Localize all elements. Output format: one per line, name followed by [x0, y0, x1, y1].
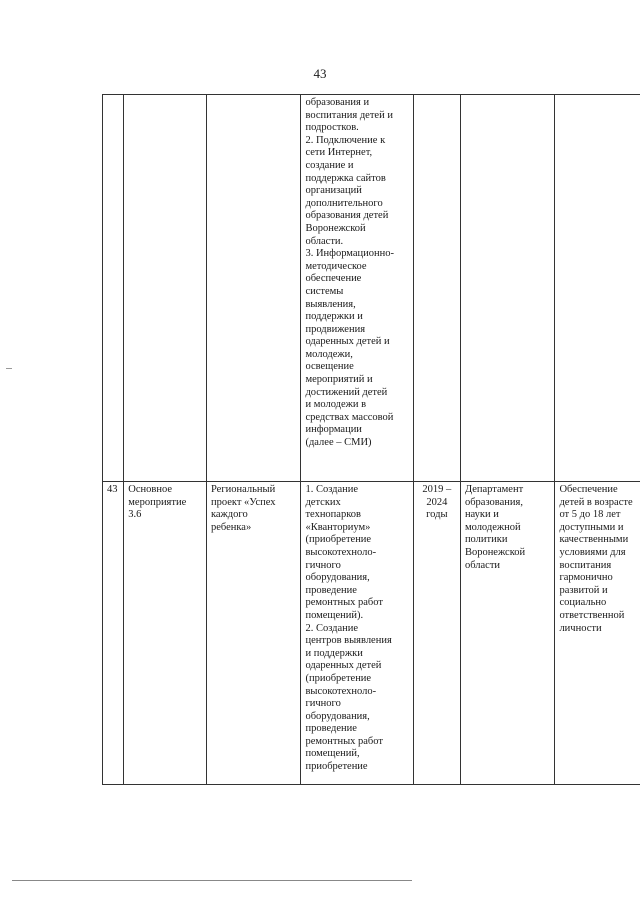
description-line: гичного [305, 698, 341, 710]
description-line: высокотехноло- [305, 546, 377, 558]
description-line: воспитания детей и [305, 109, 393, 121]
description-line: проведение [305, 723, 357, 735]
executor-line: политики [464, 534, 508, 546]
result-line: социально [559, 597, 607, 609]
period-line: годы [426, 509, 448, 521]
description-line: поддержки и [305, 311, 363, 323]
description-line: выявления, [305, 298, 356, 310]
executor-line: области [464, 559, 501, 571]
executor-line: образования, [464, 496, 523, 508]
description-line: оборудования, [305, 572, 370, 584]
cell-project [206, 482, 301, 785]
description-line: обеспечение [305, 273, 362, 285]
description-line: (приобретение [305, 534, 372, 546]
result-line: Обеспечение [559, 484, 618, 495]
description-line: и поддержки [305, 647, 363, 659]
result-line: гармонично [559, 572, 613, 584]
cell-number: 43 [103, 482, 124, 785]
description-line: 2. Создание [305, 622, 359, 634]
description-line: дополнительного [305, 197, 383, 209]
description-line: образования детей [305, 210, 389, 222]
table-row [103, 95, 640, 482]
cell-executor [460, 95, 555, 482]
description-line: системы [305, 285, 344, 297]
cell-executor [460, 482, 555, 785]
result-line: условиями для [559, 546, 626, 558]
description-line: приобретение [305, 761, 368, 773]
cell-period [413, 482, 460, 785]
cell-number [103, 95, 124, 482]
description-line: (приобретение [305, 672, 372, 684]
description-line: 1. Создание [305, 484, 359, 495]
footer-rule [12, 880, 412, 881]
description-line: подростков. [305, 122, 359, 134]
description-line: молодежи, [305, 348, 353, 360]
result-line: от 5 до 18 лет [559, 509, 621, 521]
executor-line: Воронежской [464, 546, 526, 558]
cell-description [301, 95, 413, 482]
period-line: 2019 – [422, 484, 452, 495]
description-line: 3. Информационно- [305, 248, 395, 260]
result-line: детей в возрасте [559, 496, 633, 508]
description-line: «Кванториум» [305, 521, 371, 533]
result-line: доступными и [559, 521, 624, 533]
description-line: детских [305, 496, 341, 508]
page-number: 43 [313, 66, 327, 81]
table-row [103, 482, 640, 785]
description-line: одаренных детей и [305, 336, 390, 348]
description-line: ремонтных работ [305, 735, 383, 747]
description-line: сети Интернет, [305, 147, 373, 159]
result-line: личности [559, 622, 602, 634]
project-line: ребенка» [210, 521, 252, 533]
project-line: Региональный [210, 484, 276, 495]
description-line: ремонтных работ [305, 597, 383, 609]
description-line: достижений детей [305, 386, 388, 398]
description-line: проведение [305, 584, 357, 596]
description-line: и молодежи в [305, 399, 367, 411]
cell-event [124, 482, 207, 785]
event-line: 3.6 [128, 509, 142, 521]
description-line: гичного [305, 559, 341, 571]
cell-result [555, 482, 640, 785]
result-line: качественными [559, 534, 629, 546]
description-line: области. [305, 235, 344, 247]
description-line: организаций [305, 185, 362, 197]
description-line: одаренных детей [305, 660, 382, 672]
margin-mark [6, 368, 12, 369]
project-line: проект «Успех [210, 496, 276, 508]
description-line: центров выявления [305, 635, 392, 647]
event-line: Основное [128, 484, 172, 495]
cell-project [206, 95, 301, 482]
measures-table [102, 94, 640, 785]
description-line: высокотехноло- [305, 685, 377, 697]
description-line: (далее – СМИ) [305, 437, 372, 449]
cell-event [124, 95, 207, 482]
description-line: 2. Подключение к [305, 134, 386, 146]
description-line: помещений, [305, 748, 360, 760]
description-line: продвижения [305, 323, 366, 335]
event-line: мероприятие [128, 496, 187, 508]
description-line: мероприятий и [305, 374, 373, 386]
description-line: информации [305, 424, 362, 436]
result-line: ответственной [559, 609, 625, 621]
executor-line: Департамент [464, 484, 524, 495]
cell-description [301, 482, 413, 785]
executor-line: молодежной [464, 521, 521, 533]
description-line: освещение [305, 361, 354, 373]
cell-period [413, 95, 460, 482]
description-line: создание и [305, 159, 354, 171]
description-line: образования и [305, 97, 370, 108]
executor-line: науки и [464, 509, 499, 521]
period-line: 2024 [426, 496, 448, 508]
description-line: оборудования, [305, 710, 370, 722]
project-line: каждого [210, 509, 248, 521]
description-line: технопарков [305, 509, 361, 521]
description-line: средствах массовой [305, 411, 394, 423]
description-line: Воронежской [305, 222, 366, 234]
result-line: воспитания [559, 559, 612, 571]
description-line: методическое [305, 260, 367, 272]
description-line: помещений). [305, 609, 364, 621]
description-line: поддержка сайтов [305, 172, 386, 184]
cell-result [555, 95, 640, 482]
result-line: развитой и [559, 584, 608, 596]
